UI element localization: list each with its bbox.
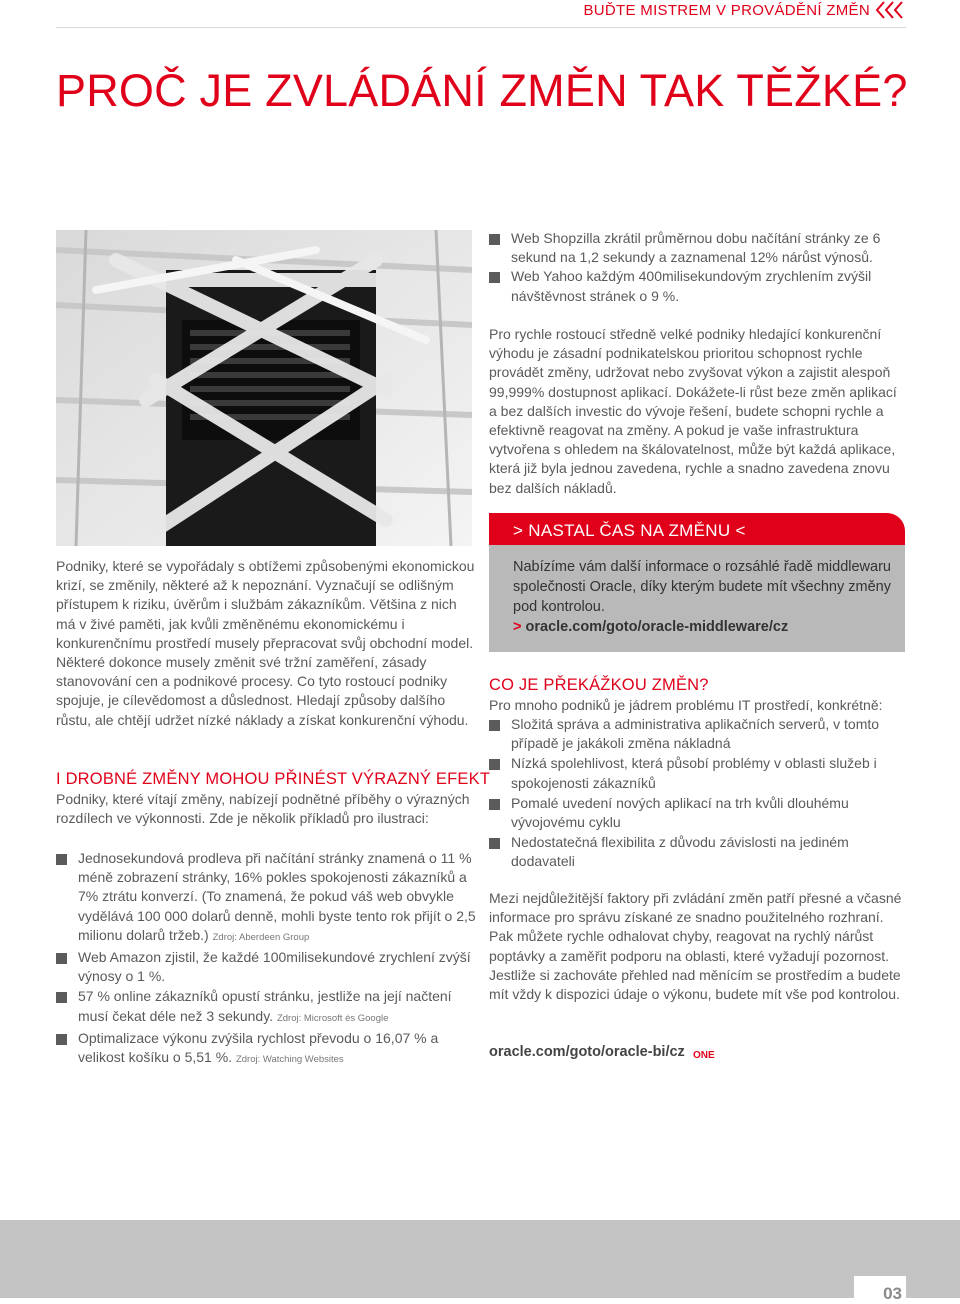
bullet-square-icon xyxy=(489,799,500,810)
obstacles-bullet-list xyxy=(489,715,905,873)
list-item: 57 % online zákazníků opustí stránku, jestliže na její načtení musí čekat déle než 3 sekundy. Zdroj: Microsoft és Google xyxy=(56,987,476,1027)
bullet-square-icon xyxy=(56,953,67,964)
page-title: PROČ JE ZVLÁDÁNÍ ZMĚN TAK TĚŽKÉ? xyxy=(56,65,908,116)
footer-band xyxy=(0,1220,960,1298)
taped-server-rack-photo xyxy=(56,230,472,546)
bullet-square-icon xyxy=(56,992,67,1003)
oracle-one-badge: ONE xyxy=(693,1050,715,1061)
bullet-square-icon xyxy=(56,1034,67,1045)
factors-paragraph: Mezi nejdůležitější faktory při zvládání změn patří přesné a včasné informace pro správu získané ze snadno použitelného rozhraní. Pak můžete rychle odhalovat chyby, reagovat na rychlý nárůst poptávky a zaměřit podporu na oblasti, které vyžadují pozornost. Jestliže si zachováte přehled nad měnícím se prostředím a budete mít vždy k dispozici údaje o výkonu, budete mít vše pod kontrolou. xyxy=(489,890,902,1003)
list-item: Web Yahoo každým 400milisekundovým zrychlením zvýšil návštěvnost stránek o 9 %. xyxy=(489,267,905,305)
bullet-square-icon xyxy=(489,720,500,731)
bullet-square-icon xyxy=(489,838,500,849)
source-note: Zdroj: Watching Websites xyxy=(235,1054,344,1066)
source-note: Zdroj: Microsoft és Google xyxy=(276,1012,389,1024)
source-note: Zdroj: Aberdeen Group xyxy=(212,931,310,943)
bullet-square-icon xyxy=(489,272,500,283)
list-item: Pomalé uvedení nových aplikací na trh kvůli dlouhému vývojovému cyklu xyxy=(489,794,905,832)
page-number-tab xyxy=(854,1276,906,1303)
section-heading-obstacles: CO JE PŘEKÁŽKOU ZMĚN? xyxy=(489,676,709,694)
cta-title: > NASTAL ČAS NA ZMĚNU < xyxy=(513,521,746,540)
bullet-square-icon xyxy=(489,234,500,245)
list-item: Složitá správa a administrativa aplikačních serverů, v tomto případě je jakákoli změna nákladná xyxy=(489,715,905,753)
middleware-link[interactable]: oracle.com/goto/oracle-middleware/cz xyxy=(525,619,789,635)
examples-bullet-list xyxy=(56,849,476,1069)
cta-text: Nabízíme vám další informace o rozsáhlé řadě middlewaru společnosti Oracle, díky kterým budete mít všechny změny pod kontrolou. > oracle.com/goto/oracle-middleware/cz xyxy=(513,559,891,635)
list-item: Web Shopzilla zkrátil průměrnou dobu načítání stránky ze 6 sekund na 1,2 sekundy a zaznamenal 12% nárůst výnosů. xyxy=(489,229,905,267)
small-changes-paragraph: Podniky, které vítají změny, nabízejí podnětné příběhy o výrazných rozdílech ve výkonnosti. Zde je několik příkladů pro ilustraci: xyxy=(56,791,470,827)
list-item: Web Amazon zjistil, že každé 100milisekundové zrychlení zvýší výnosy o 1 %. xyxy=(56,948,476,986)
list-item: Nízká spolehlivost, která působí problémy v oblasti služeb i spokojenosti zákazníků xyxy=(489,754,905,792)
results-bullet-list xyxy=(489,229,905,306)
bi-link[interactable]: oracle.com/goto/oracle-bi/cz xyxy=(489,1044,685,1060)
obstacles-intro: Pro mnoho podniků je jádrem problému IT prostředí, konkrétně: xyxy=(489,697,883,713)
intro-paragraph: Pro rychle rostoucí středně velké podniky hledající konkurenční výhodu je zásadní podnikatelskou prioritou schopnost rychle provádět změny, udržovat nebo zvyšovat výkon a zajistit alespoň 99,999% dostupnost aplikací. Dokážete-li růst beze změn aplikací a bez dalších investic do vývoje řešení, budete schopni rychle a efektivně reagovat na změny. A pokud je vaše infrastruktura vytvořena s ohledem na škálovatelnost, může být každá aplikace, která již byla jednou zavedena, rychle a snadno zavedena znovu bez dalších nákladů. xyxy=(489,326,897,496)
left-paragraph: Podniky, které se vypořádaly s obtížemi způsobenými ekonomickou krizí, se změnily, některé až k nepoznání. Vyznačují se odlišným přístupem k riziku, úvěrům i službám zákazníkům. Většina z nich má v živé paměti, jak kvůli změněnému ekonomickému i konkurenčnímu prostředí musely přepracovat svůj obchodní model. Některé dokonce musely změnit své tržní zaměření, zásady stanovování cen a podnikové procesy. Co tyto rostoucí podniky spojuje, je cílevědomost a důslednost. Hledají způsoby dalšího růstu, ale chtějí udržet nízké náklady a získat konkurenční výhodu. xyxy=(56,558,475,728)
list-item: Jednosekundová prodleva při načítání stránky znamená o 11 % méně zobrazení stránky, 16% pokles spokojenosti zákazníků a 7% ztrátu konverzí. (To znamená, že pokud váš web obvykle vydělává 100 000 dolarů denně, mohli byste tento rok přijít o 2,5 milionu dolarů tržeb.) Zdroj: Aberdeen Group xyxy=(56,849,476,947)
section-heading-small-changes: I DROBNÉ ZMĚNY MOHOU PŘINÉST VÝRAZNÝ EFEKT xyxy=(56,770,491,788)
section-kicker: BUĎTE MISTREM V PROVÁDĚNÍ ZMĚN xyxy=(583,2,870,19)
chevrons-left-icon xyxy=(874,0,908,21)
header-divider xyxy=(56,27,906,28)
list-item: Optimalizace výkonu zvýšila rychlost převodu o 16,07 % a velikost košíku o 5,51 %. Zdroj: Watching Websites xyxy=(56,1029,476,1069)
list-item: Nedostatečná flexibilita z důvodu závislosti na jediném dodavateli xyxy=(489,833,905,871)
link-arrow: > xyxy=(513,619,522,635)
bullet-square-icon xyxy=(56,854,67,865)
bullet-square-icon xyxy=(489,759,500,770)
page-number: 03 xyxy=(883,1284,902,1303)
